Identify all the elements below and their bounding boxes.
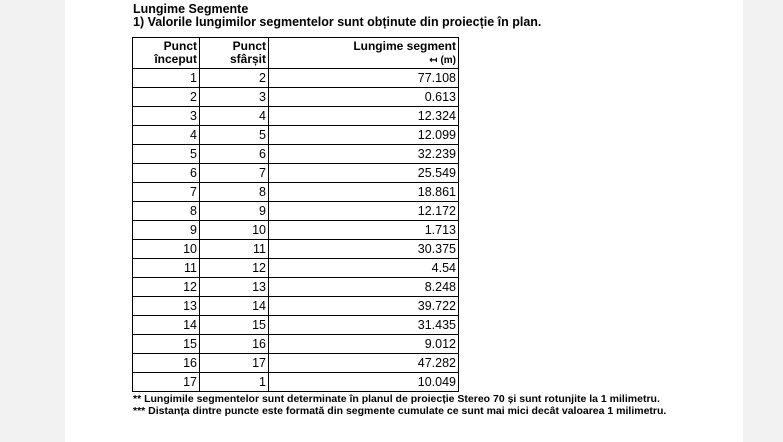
- cell-start-point: 16: [133, 354, 200, 373]
- cell-start-point: 12: [133, 278, 200, 297]
- footnote-rounding: ** Lungimile segmentelor sunt determinate în planul de proiecție Stereo 70 și sunt rotunjite la 1 milimetru.: [133, 393, 660, 405]
- cell-segment-length: 12.172: [269, 202, 459, 221]
- cell-end-point: 7: [200, 164, 269, 183]
- cell-segment-length: 9.012: [269, 335, 459, 354]
- section-title: Lungime Segmente: [133, 2, 249, 16]
- cell-start-point: 15: [133, 335, 200, 354]
- cell-segment-length: 18.861: [269, 183, 459, 202]
- cell-segment-length: 31.435: [269, 316, 459, 335]
- header-start-line1: Punct: [163, 39, 197, 53]
- table-row: [133, 164, 459, 183]
- cell-end-point: 8: [200, 183, 269, 202]
- cell-end-point: 12: [200, 259, 269, 278]
- cell-segment-length: 10.049: [269, 373, 459, 392]
- cell-end-point: 6: [200, 145, 269, 164]
- header-start-point: [133, 38, 200, 69]
- cell-end-point: 9: [200, 202, 269, 221]
- table-row: [133, 202, 459, 221]
- table-row: [133, 221, 459, 240]
- table-row: [133, 297, 459, 316]
- cell-end-point: 2: [200, 69, 269, 88]
- cell-end-point: 15: [200, 316, 269, 335]
- table-row: [133, 107, 459, 126]
- segments-table: [132, 37, 459, 392]
- cell-segment-length: 1.713: [269, 221, 459, 240]
- cell-start-point: 14: [133, 316, 200, 335]
- table-row: [133, 183, 459, 202]
- cell-end-point: 4: [200, 107, 269, 126]
- cell-start-point: 1: [133, 69, 200, 88]
- header-start-line2: început: [154, 52, 197, 66]
- table-row: [133, 354, 459, 373]
- cell-end-point: 14: [200, 297, 269, 316]
- cell-start-point: 17: [133, 373, 200, 392]
- table-row: [133, 373, 459, 392]
- cell-segment-length: 39.722: [269, 297, 459, 316]
- table-row: [133, 316, 459, 335]
- table-row: [133, 335, 459, 354]
- table-row: [133, 126, 459, 145]
- footnote-distance: *** Distanța dintre puncte este formată din segmente cumulate ce sunt mai mici decât valoarea 1 milimetru.: [133, 405, 667, 417]
- table-row: [133, 259, 459, 278]
- right-margin: [743, 0, 783, 442]
- cell-end-point: 16: [200, 335, 269, 354]
- cell-end-point: 17: [200, 354, 269, 373]
- header-segment-length: [269, 38, 459, 69]
- cell-segment-length: 47.282: [269, 354, 459, 373]
- header-end-line1: Punct: [232, 39, 266, 53]
- cell-start-point: 2: [133, 88, 200, 107]
- cell-segment-length: 4.54: [269, 259, 459, 278]
- header-length-line1: Lungime segment: [353, 38, 456, 53]
- cell-segment-length: 77.108: [269, 69, 459, 88]
- section-subtitle: 1) Valorile lungimilor segmentelor sunt obținute din proiecție în plan.: [133, 15, 542, 29]
- table-row: [133, 278, 459, 297]
- cell-start-point: 13: [133, 297, 200, 316]
- table-header-row: [133, 38, 459, 69]
- table-row: [133, 240, 459, 259]
- cell-segment-length: 25.549: [269, 164, 459, 183]
- footnotes: [133, 393, 666, 417]
- cell-segment-length: 12.099: [269, 126, 459, 145]
- cell-start-point: 7: [133, 183, 200, 202]
- header-end-line2: sfârșit: [229, 52, 266, 66]
- cell-start-point: 4: [133, 126, 200, 145]
- cell-end-point: 5: [200, 126, 269, 145]
- cell-segment-length: 30.375: [269, 240, 459, 259]
- cell-end-point: 1: [200, 373, 269, 392]
- cell-start-point: 8: [133, 202, 200, 221]
- table-body: [133, 69, 459, 392]
- cell-segment-length: 0.613: [269, 88, 459, 107]
- cell-start-point: 9: [133, 221, 200, 240]
- cell-end-point: 13: [200, 278, 269, 297]
- cell-segment-length: 32.239: [269, 145, 459, 164]
- cell-start-point: 3: [133, 107, 200, 126]
- table-row: [133, 88, 459, 107]
- table-row: [133, 69, 459, 88]
- left-margin: [0, 0, 65, 442]
- table-row: [133, 145, 459, 164]
- cell-start-point: 6: [133, 164, 200, 183]
- cell-end-point: 3: [200, 88, 269, 107]
- cell-start-point: 5: [133, 145, 200, 164]
- cell-segment-length: 8.248: [269, 278, 459, 297]
- cell-start-point: 11: [133, 259, 200, 278]
- header-end-point: [200, 38, 269, 69]
- cell-end-point: 10: [200, 221, 269, 240]
- header-length-line2: ↤ (m): [429, 54, 456, 66]
- cell-start-point: 10: [133, 240, 200, 259]
- cell-segment-length: 12.324: [269, 107, 459, 126]
- cell-end-point: 11: [200, 240, 269, 259]
